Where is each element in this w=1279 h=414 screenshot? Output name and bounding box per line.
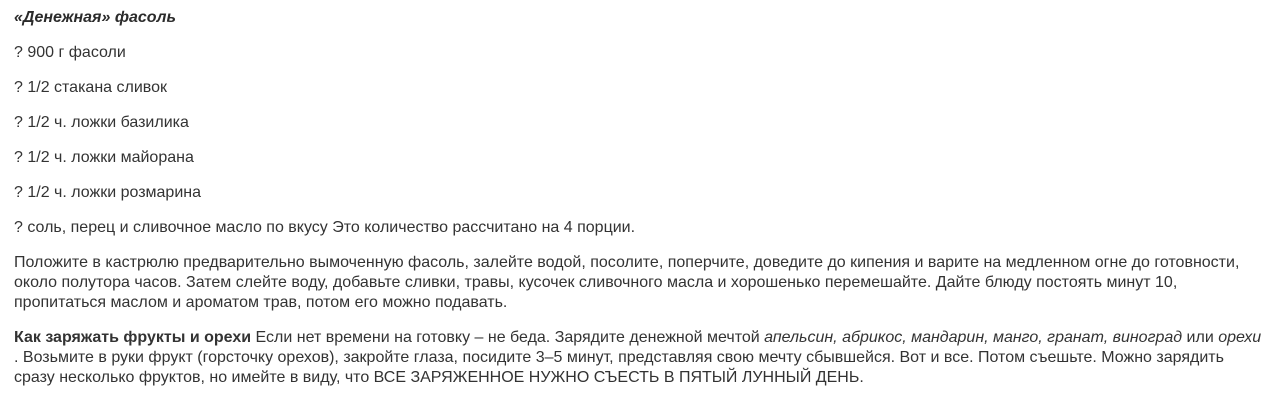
ingredient-line: ? 1/2 стакана сливок: [14, 79, 167, 96]
ingredient-line: ? 1/2 ч. ложки базилика: [14, 114, 189, 131]
ingredient-line: ? 1/2 ч. ложки майорана: [14, 149, 194, 166]
charging-section-italic-nuts: орехи: [1218, 329, 1262, 346]
charging-section-paragraph: [14, 328, 1265, 388]
recipe-title: «Денежная» фасоль: [14, 9, 176, 26]
ingredient-line: ? 900 г фасоли: [14, 44, 126, 61]
ingredient-line: ? соль, перец и сливочное масло по вкусу Это количество рассчитано на 4 порции.: [14, 219, 636, 236]
charging-section-text: или: [1182, 329, 1219, 346]
charging-section-italic-fruits: апельсин, абрикос, мандарин, манго, гранат, виноград: [764, 329, 1183, 346]
recipe-instructions-paragraph: Положите в кастрюлю предварительно вымоченную фасоль, залейте водой, посолите, поперчите, доведите до кипения и варите на медленном огне до готовности, около полутора часов. Затем слейте воду, добавьте сливки, травы, кусочек сливочного масла и хорошенько перемешайте. Дайте блюду постоять минут 10, пропитаться маслом и ароматом трав, потом его можно подавать.: [14, 254, 1240, 311]
charging-section-heading: Как заряжать фрукты и орехи: [14, 329, 252, 346]
charging-section-text: Если нет времени на готовку – не беда. Зарядите денежной мечтой: [251, 329, 765, 346]
ingredient-line: ? 1/2 ч. ложки розмарина: [14, 184, 201, 201]
charging-section-text: . Возьмите в руки фрукт (горсточку орехов), закройте глаза, посидите 3–5 минут, представляя свою мечту сбывшейся. Вот и все. Потом съешьте. Можно зарядить сразу несколько фруктов, но имейте в виду, что ВСЕ ЗАРЯЖЕННОЕ НУЖНО СЪЕСТЬ В ПЯТЫЙ ЛУННЫЙ ДЕНЬ.: [14, 349, 1224, 386]
